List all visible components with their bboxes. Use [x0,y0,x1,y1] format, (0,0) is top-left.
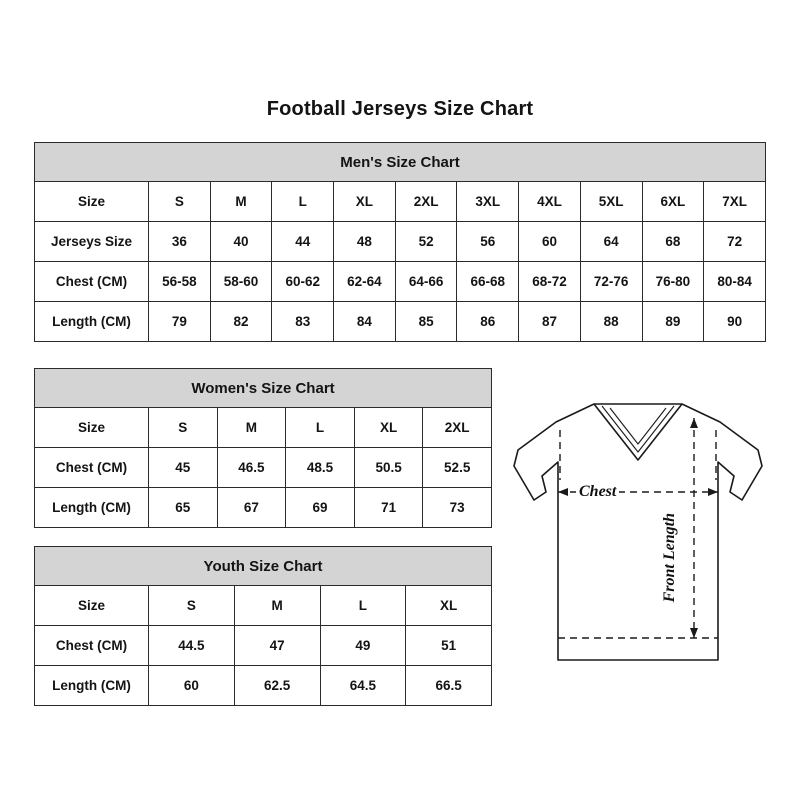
row-label-chest: Chest (CM) [35,448,149,488]
cell: 60 [149,666,235,706]
cell: 87 [519,302,581,342]
table-row [35,222,766,262]
cell: 64-66 [395,262,457,302]
cell: L [286,408,355,448]
table-row [35,408,492,448]
cell: 2XL [395,182,457,222]
mens-table-caption: Men's Size Chart [34,142,766,181]
mens-size-table [34,142,766,342]
cell: 44 [272,222,334,262]
cell: XL [406,586,492,626]
cell: 40 [210,222,272,262]
cell: 60-62 [272,262,334,302]
cell: 7XL [704,182,766,222]
cell: 52 [395,222,457,262]
cell: 58-60 [210,262,272,302]
cell: 68 [642,222,704,262]
cell: 68-72 [519,262,581,302]
row-label-size: Size [35,586,149,626]
cell: 67 [217,488,286,528]
jersey-measurement-diagram [498,388,778,688]
cell: M [217,408,286,448]
cell: 56-58 [149,262,211,302]
cell: M [210,182,272,222]
cell: 71 [354,488,423,528]
cell: 4XL [519,182,581,222]
table-row [35,666,492,706]
table-row [35,448,492,488]
cell: 48.5 [286,448,355,488]
cell: 79 [149,302,211,342]
cell: 3XL [457,182,519,222]
row-label-size: Size [35,182,149,222]
cell: 80-84 [704,262,766,302]
table-row [35,262,766,302]
cell: 72-76 [580,262,642,302]
front-length-measure-label: Front Length [662,510,678,605]
cell: 64 [580,222,642,262]
cell: 49 [320,626,406,666]
table-row [35,302,766,342]
table-row [35,626,492,666]
cell: S [149,408,218,448]
row-label-length: Length (CM) [35,488,149,528]
cell: 44.5 [149,626,235,666]
womens-size-table [34,368,492,528]
cell: 6XL [642,182,704,222]
row-label-jerseys-size: Jerseys Size [35,222,149,262]
cell: 90 [704,302,766,342]
cell: 89 [642,302,704,342]
cell: 46.5 [217,448,286,488]
cell: 48 [334,222,396,262]
cell: XL [334,182,396,222]
table-row [35,488,492,528]
mens-size-chart-section [34,142,766,342]
table-row [35,586,492,626]
row-label-chest: Chest (CM) [35,626,149,666]
cell: 64.5 [320,666,406,706]
cell: 84 [334,302,396,342]
cell: L [272,182,334,222]
youth-size-chart-section [34,546,492,706]
cell: L [320,586,406,626]
table-row [35,182,766,222]
cell: 36 [149,222,211,262]
cell: 47 [234,626,320,666]
cell: S [149,586,235,626]
row-label-length: Length (CM) [35,302,149,342]
cell: S [149,182,211,222]
cell: 45 [149,448,218,488]
cell: 60 [519,222,581,262]
row-label-length: Length (CM) [35,666,149,706]
cell: 5XL [580,182,642,222]
cell: 85 [395,302,457,342]
jersey-outline-icon [498,388,778,688]
page-title: Football Jerseys Size Chart [266,98,534,120]
cell: M [234,586,320,626]
chest-measure-label: Chest [576,483,619,501]
cell: 56 [457,222,519,262]
cell: 2XL [423,408,492,448]
row-label-size: Size [35,408,149,448]
row-label-chest: Chest (CM) [35,262,149,302]
womens-size-chart-section [34,368,492,528]
cell: 82 [210,302,272,342]
cell: 66.5 [406,666,492,706]
cell: 66-68 [457,262,519,302]
cell: 88 [580,302,642,342]
cell: 50.5 [354,448,423,488]
cell: 65 [149,488,218,528]
youth-table-caption: Youth Size Chart [34,546,492,585]
womens-table-caption: Women's Size Chart [34,368,492,407]
cell: 69 [286,488,355,528]
youth-size-table [34,546,492,706]
cell: 86 [457,302,519,342]
cell: 73 [423,488,492,528]
cell: XL [354,408,423,448]
cell: 52.5 [423,448,492,488]
cell: 76-80 [642,262,704,302]
cell: 72 [704,222,766,262]
cell: 51 [406,626,492,666]
cell: 83 [272,302,334,342]
cell: 62.5 [234,666,320,706]
cell: 62-64 [334,262,396,302]
